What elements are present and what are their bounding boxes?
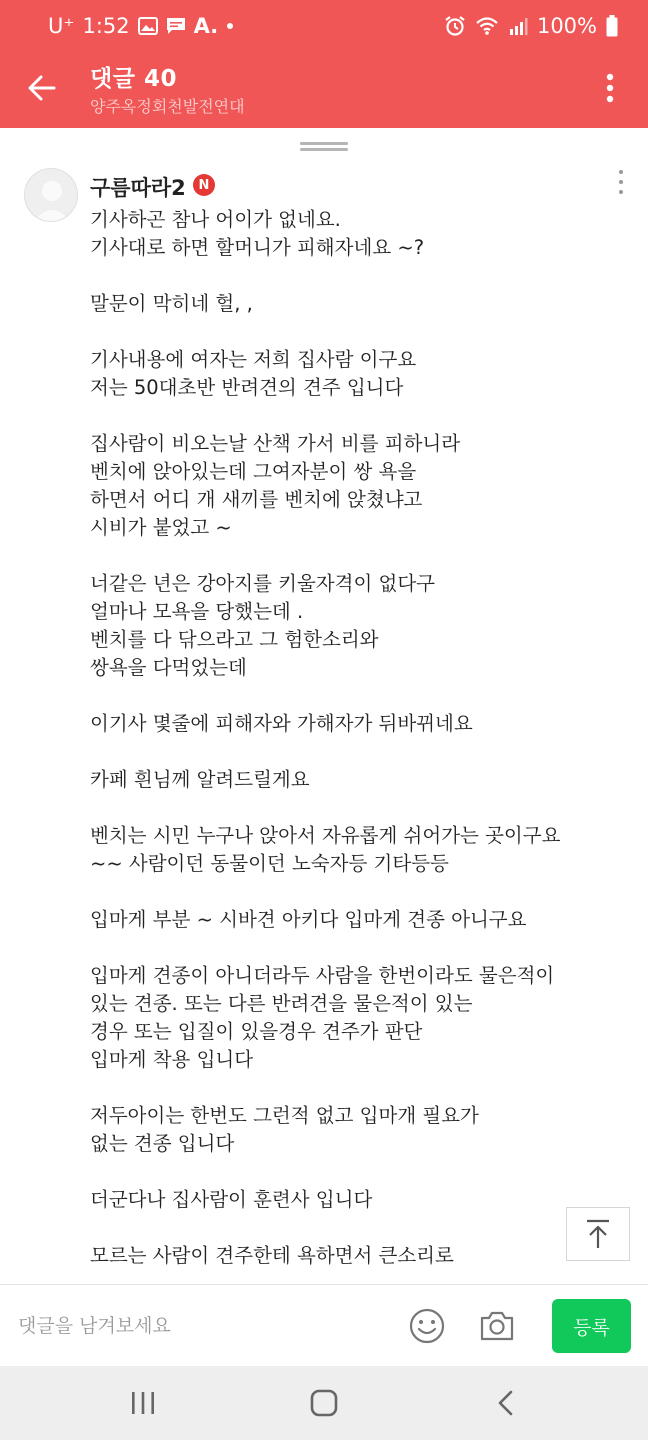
status-left — [48, 12, 234, 40]
comment-blank-line — [90, 262, 630, 290]
comment-blank-line — [90, 934, 630, 962]
more-vertical-icon — [606, 72, 614, 104]
comment-line: 집사람이 비오는날 산책 가서 비를 피하니라 — [90, 432, 461, 455]
home-button[interactable] — [309, 1388, 339, 1418]
comment-blank-line — [90, 542, 630, 570]
comment-line: 있는 견종. 또는 다른 반려견을 물은적이 있는 — [90, 992, 473, 1015]
status-right — [444, 12, 618, 40]
comment-line: 벤치에 앉아있는데 그여자분이 쌍 욕을 — [90, 460, 417, 483]
comment-line: 벤치를 다 닦으라고 그 험한소리와 — [90, 628, 379, 651]
status-bar — [0, 0, 648, 52]
message-icon — [166, 17, 186, 35]
comment-line: 저두아이는 한번도 그런적 없고 입마개 필요가 — [90, 1104, 479, 1127]
comment-blank-line — [90, 1158, 630, 1186]
comment-line: 너같은 년은 강아지를 키울자격이 없다구 — [90, 572, 436, 595]
battery-label: 100% — [536, 14, 597, 38]
carrier-label: U⁺ — [48, 14, 75, 38]
comment-line: 벤치는 시민 누구나 앉아서 자유롭게 쉬어가는 곳이구요 — [90, 824, 561, 847]
comment-author[interactable]: 구름따라2 — [90, 176, 186, 200]
cafe-name[interactable]: 양주옥정회천발전연대 — [90, 97, 245, 116]
comment-line: 이기사 몇줄에 피해자와 가해자가 뒤바뀌네요 — [90, 712, 473, 735]
time-label: 1:52 — [82, 14, 130, 38]
app-bar — [0, 52, 648, 128]
comment-line: 경우 또는 입질이 있을경우 견주가 판단 — [90, 1020, 423, 1043]
gallery-icon — [138, 17, 158, 35]
arrow-up-to-top-icon — [584, 1218, 612, 1250]
comment-line: 입마게 착용 입니다 — [90, 1048, 254, 1071]
alarm-icon — [444, 15, 466, 37]
comment-line: 기사하곤 참나 어이가 없네요. — [90, 208, 341, 231]
comment-body — [90, 206, 630, 1280]
comment-line: 더군다나 집사람이 훈련사 입니다 — [90, 1188, 373, 1211]
page-title: 댓글 40 — [90, 66, 177, 92]
camera-icon — [478, 1307, 516, 1345]
comment-blank-line — [90, 1074, 630, 1102]
recent-apps-icon — [130, 1390, 156, 1416]
dot-icon — [226, 22, 234, 30]
comment-line: 기사대로 하면 할머니가 피해자네요 ~? — [90, 236, 425, 259]
emoji-button[interactable] — [408, 1307, 446, 1345]
comment-line: 하면서 어디 개 새끼를 벤치에 앉쳤냐고 — [90, 488, 423, 511]
comment-blank-line — [90, 878, 630, 906]
signal-icon — [508, 16, 528, 36]
system-nav-bar — [0, 1366, 648, 1440]
notification-text: A. — [193, 14, 219, 38]
avatar[interactable] — [24, 168, 78, 222]
comment-line: 시비가 붙었고 ~ — [90, 516, 232, 539]
comment-line: 입마게 견종이 아니더라두 사람을 한번이라도 물은적이 — [90, 964, 555, 987]
chevron-left-icon — [492, 1388, 520, 1418]
comment-line: 모르는 사람이 견주한테 욕하면서 큰소리로 — [90, 1244, 454, 1267]
recent-apps-button[interactable] — [130, 1390, 156, 1416]
more-options-button[interactable] — [598, 68, 622, 108]
back-button[interactable] — [20, 66, 64, 110]
new-badge: N — [193, 174, 215, 196]
comment-blank-line — [90, 318, 630, 346]
comment-line: 말문이 막히네 헐, , — [90, 292, 253, 315]
comment-blank-line — [90, 402, 630, 430]
arrow-left-icon — [26, 72, 58, 104]
default-avatar-icon — [25, 169, 78, 222]
comment-input[interactable] — [18, 1305, 388, 1347]
comment-line: 얼마나 모욕을 당했는데 . — [90, 600, 304, 623]
comment-line: 없는 견종 입니다 — [90, 1132, 235, 1155]
comment-blank-line — [90, 1214, 630, 1242]
comment-line: ~~ 사람이던 동물이던 노숙자등 기타등등 — [90, 852, 449, 875]
comment-blank-line — [90, 738, 630, 766]
wifi-icon — [475, 16, 499, 36]
camera-button[interactable] — [478, 1307, 516, 1345]
submit-comment-button[interactable]: 등록 — [552, 1299, 631, 1353]
comment-line: 저는 50대초반 반려견의 견주 입니다 — [90, 376, 404, 399]
comment-input-bar — [0, 1284, 648, 1366]
scroll-to-top-button[interactable] — [566, 1207, 630, 1261]
home-icon — [309, 1388, 339, 1418]
comment-blank-line — [90, 794, 630, 822]
smiley-icon — [408, 1307, 446, 1345]
comment-line: 쌍욕을 다먹었는데 — [90, 656, 247, 679]
comment-blank-line — [90, 682, 630, 710]
sheet-drag-handle[interactable] — [300, 142, 348, 152]
system-back-button[interactable] — [492, 1388, 520, 1418]
comment-line: 입마게 부분 ~ 시바견 아키다 입마게 견종 아니구요 — [90, 908, 527, 931]
comment-line: 기사내용에 여자는 저희 집사람 이구요 — [90, 348, 417, 371]
comment-more-button[interactable] — [616, 170, 626, 194]
comment-line: 카페 흰님께 알려드릴게요 — [90, 768, 310, 791]
battery-icon — [606, 15, 618, 37]
